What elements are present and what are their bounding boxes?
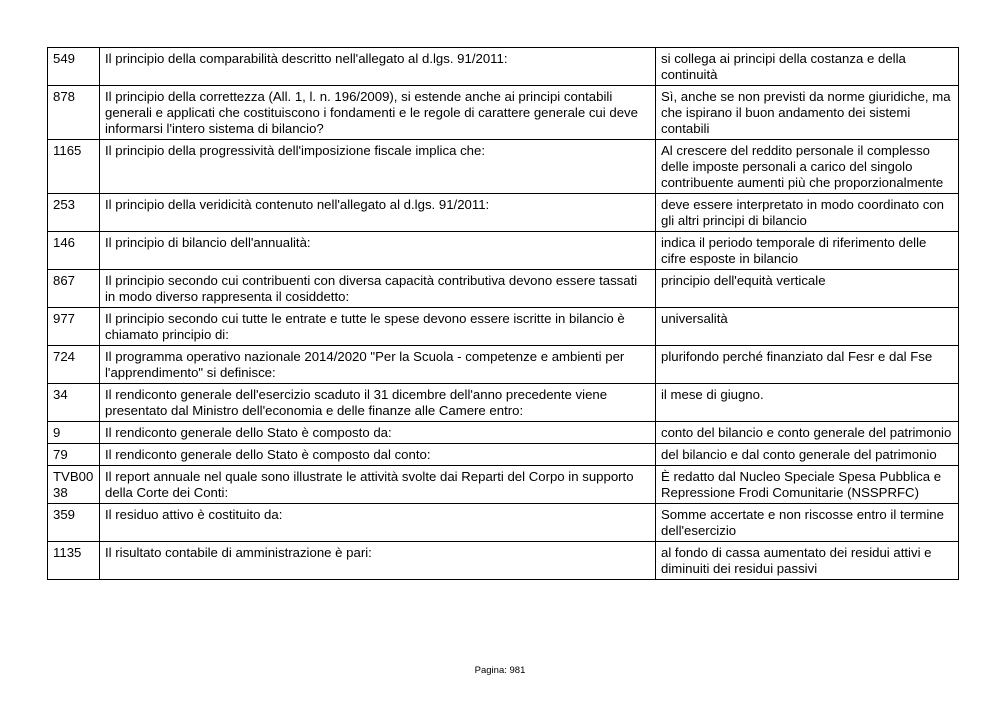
answer-text: si collega ai principi della costanza e della continuità	[656, 48, 959, 86]
question-text: Il risultato contabile di amministrazione è pari:	[100, 542, 656, 580]
question-id: 867	[48, 270, 100, 308]
question-text: Il rendiconto generale dell'esercizio scaduto il 31 dicembre dell'anno precedente viene presentato dal Ministro dell'economia e delle finanze alle Camere entro:	[100, 384, 656, 422]
question-id: 878	[48, 86, 100, 140]
question-text: Il principio della progressività dell'imposizione fiscale implica che:	[100, 140, 656, 194]
answer-text: Somme accertate e non riscosse entro il termine dell'esercizio	[656, 504, 959, 542]
answer-text: conto del bilancio e conto generale del patrimonio	[656, 422, 959, 444]
table-row	[48, 384, 959, 422]
page-number: Pagina: 981	[474, 665, 526, 676]
answer-text: Al crescere del reddito personale il complesso delle imposte personali a carico del singolo contribuente aumenti più che proporzionalmente	[656, 140, 959, 194]
question-text: Il principio secondo cui contribuenti con diversa capacità contributiva devono essere tassati in modo diverso rappresenta il cosiddetto:	[100, 270, 656, 308]
table-row	[48, 346, 959, 384]
table-row	[48, 444, 959, 466]
table-row	[48, 466, 959, 504]
answer-text: universalità	[656, 308, 959, 346]
question-id: 724	[48, 346, 100, 384]
questions-table-body	[48, 48, 959, 580]
answer-text: del bilancio e dal conto generale del patrimonio	[656, 444, 959, 466]
answer-text: plurifondo perché finanziato dal Fesr e dal Fse	[656, 346, 959, 384]
question-id: 146	[48, 232, 100, 270]
question-id: 549	[48, 48, 100, 86]
table-row	[48, 194, 959, 232]
question-id: 79	[48, 444, 100, 466]
question-text: Il programma operativo nazionale 2014/2020 "Per la Scuola - competenze e ambienti per l'apprendimento" si definisce:	[100, 346, 656, 384]
question-id: 34	[48, 384, 100, 422]
question-id: 977	[48, 308, 100, 346]
question-id: 1135	[48, 542, 100, 580]
question-text: Il principio della veridicità contenuto nell'allegato al d.lgs. 91/2011:	[100, 194, 656, 232]
question-text: Il rendiconto generale dello Stato è composto dal conto:	[100, 444, 656, 466]
table-row	[48, 422, 959, 444]
question-id: 253	[48, 194, 100, 232]
answer-text: indica il periodo temporale di riferimento delle cifre esposte in bilancio	[656, 232, 959, 270]
questions-table	[47, 47, 959, 580]
question-text: Il principio di bilancio dell'annualità:	[100, 232, 656, 270]
table-row	[48, 48, 959, 86]
answer-text: il mese di giugno.	[656, 384, 959, 422]
question-text: Il principio della comparabilità descritto nell'allegato al d.lgs. 91/2011:	[100, 48, 656, 86]
table-row	[48, 504, 959, 542]
question-text: Il principio della correttezza (All. 1, l. n. 196/2009), si estende anche ai principi contabili generali e applicati che costituiscono i fondamenti e le regole di carattere generale cui deve informarsi l'intero sistema di bilancio?	[100, 86, 656, 140]
question-text: Il principio secondo cui tutte le entrate e tutte le spese devono essere iscritte in bilancio è chiamato principio di:	[100, 308, 656, 346]
question-text: Il rendiconto generale dello Stato è composto da:	[100, 422, 656, 444]
answer-text: deve essere interpretato in modo coordinato con gli altri principi di bilancio	[656, 194, 959, 232]
table-row	[48, 542, 959, 580]
question-id: 1165	[48, 140, 100, 194]
question-id: 9	[48, 422, 100, 444]
answer-text: al fondo di cassa aumentato dei residui attivi e diminuiti dei residui passivi	[656, 542, 959, 580]
table-row	[48, 270, 959, 308]
question-id: 359	[48, 504, 100, 542]
answer-text: È redatto dal Nucleo Speciale Spesa Pubblica e Repressione Frodi Comunitarie (NSSPRFC)	[656, 466, 959, 504]
question-text: Il residuo attivo è costituito da:	[100, 504, 656, 542]
question-id: TVB0038	[48, 466, 100, 504]
question-text: Il report annuale nel quale sono illustrate le attività svolte dai Reparti del Corpo in supporto della Corte dei Conti:	[100, 466, 656, 504]
answer-text: Sì, anche se non previsti da norme giuridiche, ma che ispirano il buon andamento dei sistemi contabili	[656, 86, 959, 140]
table-row	[48, 232, 959, 270]
table-row	[48, 308, 959, 346]
table-row	[48, 86, 959, 140]
table-row	[48, 140, 959, 194]
answer-text: principio dell'equità verticale	[656, 270, 959, 308]
